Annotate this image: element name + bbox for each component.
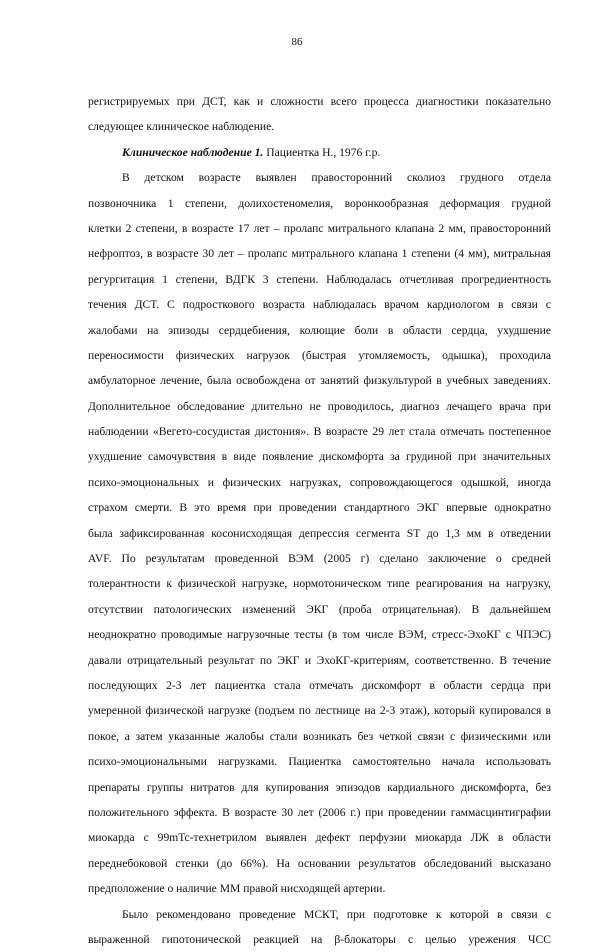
text-line — [88, 851, 551, 876]
text-line-content: регистрируемых при ДСТ, как и сложности всего процесса диагностики показательно — [88, 95, 551, 108]
text-line-content: последующих 2-3 лет пациентка стала отмечать дискомфорт в области сердца при — [88, 678, 551, 692]
text-line-content: следующее клиническое наблюдение. — [88, 120, 275, 134]
text-line-content: толерантности к физической нагрузке, нормотоническом типе реагирования на нагрузку, — [88, 577, 551, 591]
text-line-content: миокарда с 99mTc-технетрилом выявлен дефект перфузии миокарда ЛЖ в области — [88, 831, 551, 845]
text-line-content: Дополнительное обследование длительно не проводилось, диагноз лечащего врача при — [88, 399, 551, 413]
text-line-content: психо-эмоциональных и физических нагрузках, сопровождающегося одышкой, иногда — [88, 475, 551, 489]
text-line — [88, 292, 551, 317]
text-line — [88, 216, 551, 241]
text-line — [88, 571, 551, 596]
text-line — [88, 673, 551, 698]
text-line-content: препараты группы нитратов для купирования эпизодов кардиального дискомфорта, без — [88, 780, 551, 794]
text-line-content: жалобами на эпизоды сердцебиения, колющие боли в области сердца, ухудшение — [88, 323, 551, 337]
text-line — [88, 89, 551, 114]
clinical-case-heading: Клиническое наблюдение 1. — [122, 145, 264, 159]
text-line-content: страхом смерти. В это время при проведении стандартного ЭКГ впервые однократно — [88, 501, 551, 515]
text-line-content: давали отрицательный результат по ЭКГ и ЭхоКГ-критериям, соответственно. В течение — [88, 653, 551, 667]
text-line — [88, 698, 551, 723]
text-line — [88, 927, 551, 952]
text-line-content: переднебоковой стенки (до 66%). На основании результатов обследований высказано — [88, 856, 551, 870]
text-line — [88, 546, 551, 571]
text-line-content: умеренной физической нагрузке (подъем по лестнице на 2-3 этаж), который купировался в — [88, 704, 551, 718]
text-line — [88, 368, 551, 393]
text-line-content: неоднократно проводимые нагрузочные тесты (в том числе ВЭМ, стресс-ЭхоКГ с ЧПЭС) — [88, 628, 551, 642]
text-line-content: отсутствии патологических изменений ЭКГ (проба отрицательная). В дальнейшем — [88, 602, 551, 616]
text-line — [88, 114, 551, 139]
text-line — [88, 394, 551, 419]
text-line-content: выраженной гипотонической реакцией на β-блокаторы с целью урежения ЧСС — [88, 932, 551, 946]
text-line-content: позвоночника 1 степени, долихостеномелия, воронкообразная деформация грудной — [88, 196, 551, 210]
text-line-content: предположение о наличие ММ правой нисходящей артерии. — [88, 882, 386, 896]
page-number: 86 — [291, 36, 303, 48]
clinical-case-heading-line — [88, 140, 551, 165]
text-line-content: Пациентка Н., 1976 г.р. — [266, 145, 381, 159]
text-line-content: была зафиксированная косонисходящая депрессия сегмента ST до 1,3 мм в отведении — [88, 526, 551, 540]
text-line-content: ухудшение самочувствия в виде появление дискомфорта за грудиной при значительных — [88, 450, 551, 464]
text-line — [88, 241, 551, 266]
text-line — [88, 800, 551, 825]
text-line-content: переносимости физических нагрузок (быстрая утомляемость, одышка), проходила — [88, 348, 551, 362]
text-line-content: положительного эффекта. В возрасте 30 лет (2006 г.) при проведении гаммасцинтиграфии — [88, 805, 551, 819]
text-line — [88, 902, 551, 927]
text-line-content: клетки 2 степени, в возрасте 17 лет – пролапс митрального клапана 2 мм, правосторонний — [88, 221, 551, 235]
text-line — [88, 318, 551, 343]
text-line — [88, 876, 551, 901]
text-line — [88, 597, 551, 622]
text-line — [88, 343, 551, 368]
text-line-content: нефроптоз, в возрасте 30 лет – пролапс митрального клапана 1 степени (4 мм), митральная — [88, 247, 551, 261]
text-line — [88, 267, 551, 292]
text-line — [88, 495, 551, 520]
text-line — [88, 825, 551, 850]
text-line-content: психо-эмоциональными нагрузками. Пациентка самостоятельно начала использовать — [88, 755, 551, 769]
text-line-content: наблюдении «Вегето-сосудистая дистония». В возрасте 29 лет стала отмечать постепенное — [88, 425, 551, 439]
text-line — [88, 470, 551, 495]
text-line — [88, 419, 551, 444]
text-line-content: течения ДСТ. С подросткового возраста наблюдалась врачом кардиологом в связи с — [88, 298, 551, 312]
text-line — [88, 775, 551, 800]
text-line-content: амбулаторное лечение, была освобождена от занятий физкультурой в учебных заведениях. — [88, 374, 551, 388]
text-line — [88, 749, 551, 774]
text-line-content: В детском возрасте выявлен правосторонний сколиоз грудного отдела — [122, 171, 551, 185]
text-line-content: AVF. По результатам проведенной ВЭМ (2005 г) сделано заключение о средней — [88, 552, 551, 566]
text-line — [88, 521, 551, 546]
text-line — [88, 648, 551, 673]
text-line — [88, 444, 551, 469]
body-text — [88, 89, 551, 952]
text-line — [88, 165, 551, 190]
text-line-content: регургитация 1 степени, ВДГК 3 степени. Наблюдалась отчетливая прогредиентность — [88, 272, 551, 286]
text-line-content: покое, а затем указанные жалобы стали возникать без четкой связи с физическими или — [88, 729, 551, 743]
text-line-content: Было рекомендовано проведение МСКТ, при подготовке к которой в связи с — [122, 907, 551, 921]
text-line — [88, 622, 551, 647]
text-line — [88, 191, 551, 216]
text-line — [88, 724, 551, 749]
